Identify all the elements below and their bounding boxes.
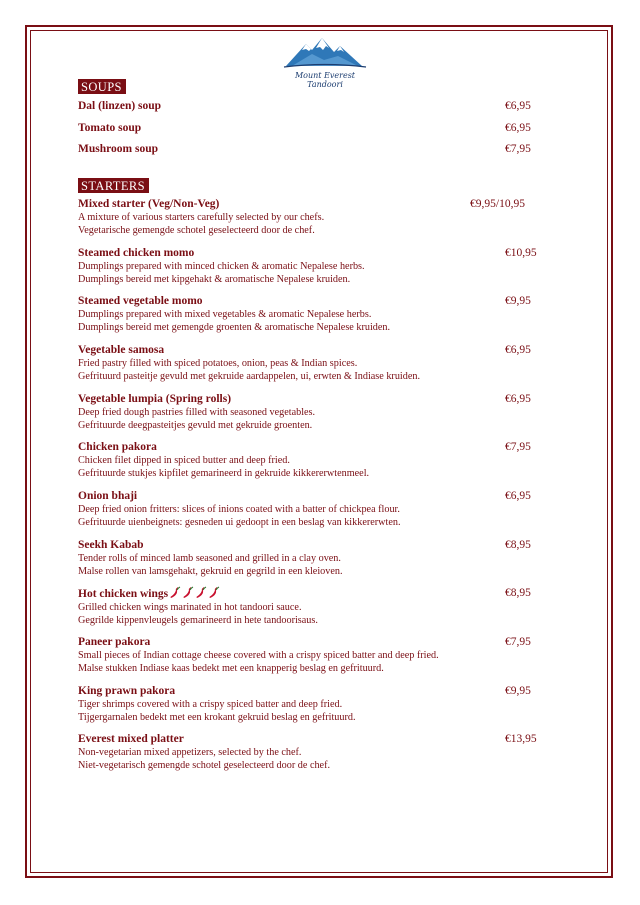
brand-subname: Tandoori bbox=[307, 80, 343, 89]
item-price: €6,95 bbox=[505, 100, 531, 112]
item-description-en: Fried pastry filled with spiced potatoes, onion, peas & Indian spices. bbox=[78, 358, 358, 369]
item-description-en: Small pieces of Indian cottage cheese covered with a crispy spiced batter and deep fried. bbox=[78, 650, 439, 661]
item-description-nl: Gefrituurde uienbeignets: gesneden ui gedoopt in een beslag van kikkererwten. bbox=[78, 517, 401, 528]
item-price: €9,95/10,95 bbox=[470, 198, 525, 210]
item-description-en: A mixture of various starters carefully selected by our chefs. bbox=[78, 212, 325, 223]
starter-item bbox=[78, 294, 548, 334]
item-description-en: Non-vegetarian mixed appetizers, selected by the chef. bbox=[78, 747, 302, 758]
starter-item bbox=[78, 732, 548, 772]
item-name: Steamed chicken momo bbox=[78, 247, 195, 259]
starter-item bbox=[78, 538, 548, 578]
spice-level bbox=[168, 588, 220, 600]
item-description-en: Deep fried dough pastries filled with seasoned vegetables. bbox=[78, 407, 316, 418]
item-description-en: Deep fried onion fritters: slices of inions coated with a batter of chickpea flour. bbox=[78, 504, 400, 515]
item-name: Hot chicken wings bbox=[78, 588, 169, 600]
item-price: €6,95 bbox=[505, 344, 531, 356]
item-price: €8,95 bbox=[505, 587, 531, 599]
item-description-en: Dumplings prepared with mixed vegetables & aromatic Nepalese herbs. bbox=[78, 309, 372, 320]
item-description-nl: Malse rollen van lamsgehakt, gekruid en gegrild in een kleioven. bbox=[78, 566, 343, 577]
brand-name: Mount Everest bbox=[294, 71, 356, 80]
item-name: Seekh Kabab bbox=[78, 539, 144, 551]
item-name: Vegetable samosa bbox=[78, 344, 165, 356]
item-description-nl: Gefrituurde deegpasteitjes gevuld met gekruide groenten. bbox=[78, 420, 313, 431]
item-description-nl: Vegetarische gemengde schotel geselecteerd door de chef. bbox=[78, 225, 315, 236]
starters-header: STARTERS bbox=[78, 178, 149, 193]
starters-section bbox=[78, 175, 149, 194]
starter-item bbox=[78, 440, 548, 480]
item-price: €7,95 bbox=[505, 441, 531, 453]
item-description-en: Grilled chicken wings marinated in hot tandoori sauce. bbox=[78, 602, 302, 613]
item-description-en: Tender rolls of minced lamb seasoned and grilled in a clay oven. bbox=[78, 553, 341, 564]
item-name: Dal (linzen) soup bbox=[78, 100, 162, 112]
item-description-nl: Dumplings bereid met kipgehakt & aromatische Nepalese kruiden. bbox=[78, 274, 351, 285]
item-description-nl: Gegrilde kippenvleugels gemarineerd in hete tandoorisaus. bbox=[78, 615, 318, 626]
item-name: Onion bhaji bbox=[78, 490, 138, 502]
item-description-nl: Gefrituurd pasteitje gevuld met gekruide aardappelen, ui, erwten & Indiase kruiden. bbox=[78, 371, 421, 382]
chili-pepper-icon bbox=[182, 586, 194, 599]
starter-item bbox=[78, 392, 548, 432]
item-description-nl: Dumplings bereid met gemengde groenten & aromatische Nepalese kruiden. bbox=[78, 322, 391, 333]
item-price: €10,95 bbox=[505, 247, 537, 259]
soups-section bbox=[78, 76, 126, 95]
starter-item bbox=[78, 586, 548, 627]
starter-item bbox=[78, 635, 548, 675]
item-price: €9,95 bbox=[505, 295, 531, 307]
item-price: €6,95 bbox=[505, 393, 531, 405]
soup-item bbox=[78, 121, 548, 135]
item-name: Paneer pakora bbox=[78, 636, 151, 648]
starter-item bbox=[78, 343, 548, 383]
item-description-nl: Malse stukken Indiase kaas bedekt met een knapperig beslag en gefrituurd. bbox=[78, 663, 384, 674]
item-name: Mushroom soup bbox=[78, 143, 158, 155]
item-price: €7,95 bbox=[505, 143, 531, 155]
item-name: Vegetable lumpia (Spring rolls) bbox=[78, 393, 232, 405]
mountain-logo-icon bbox=[282, 34, 368, 70]
item-name-wrapper bbox=[78, 586, 548, 601]
item-name: King prawn pakora bbox=[78, 685, 176, 697]
item-description-en: Chicken filet dipped in spiced butter and deep fried. bbox=[78, 455, 290, 466]
item-description-nl: Gefrituurde stukjes kipfilet gemarineerd in gekruide kikkererwtenmeel. bbox=[78, 468, 370, 479]
item-name: Chicken pakora bbox=[78, 441, 157, 453]
item-price: €6,95 bbox=[505, 490, 531, 502]
soup-item bbox=[78, 99, 548, 113]
soups-header: SOUPS bbox=[78, 79, 126, 94]
item-price: €7,95 bbox=[505, 636, 531, 648]
item-description-en: Tiger shrimps covered with a crispy spiced batter and deep fried. bbox=[78, 699, 343, 710]
item-name: Tomato soup bbox=[78, 122, 142, 134]
starter-item bbox=[78, 246, 548, 286]
item-description-en: Dumplings prepared with minced chicken & aromatic Nepalese herbs. bbox=[78, 261, 365, 272]
starter-item bbox=[78, 489, 548, 529]
item-name: Steamed vegetable momo bbox=[78, 295, 203, 307]
item-description-nl: Tijgergarnalen bedekt met een krokant gekruid beslag en gefrituurd. bbox=[78, 712, 356, 723]
brand-logo bbox=[282, 34, 368, 90]
chili-pepper-icon bbox=[208, 586, 220, 599]
item-price: €8,95 bbox=[505, 539, 531, 551]
item-price: €13,95 bbox=[505, 733, 537, 745]
item-name: Mixed starter (Veg/Non-Veg) bbox=[78, 198, 220, 210]
soup-item bbox=[78, 142, 548, 156]
item-name: Everest mixed platter bbox=[78, 733, 184, 745]
item-description-nl: Niet-vegetarisch gemengde schotel geselecteerd door de chef. bbox=[78, 760, 331, 771]
starter-item bbox=[78, 684, 548, 724]
starter-item bbox=[78, 197, 548, 237]
chili-pepper-icon bbox=[195, 586, 207, 599]
chili-pepper-icon bbox=[169, 586, 181, 599]
item-price: €6,95 bbox=[505, 122, 531, 134]
item-price: €9,95 bbox=[505, 685, 531, 697]
